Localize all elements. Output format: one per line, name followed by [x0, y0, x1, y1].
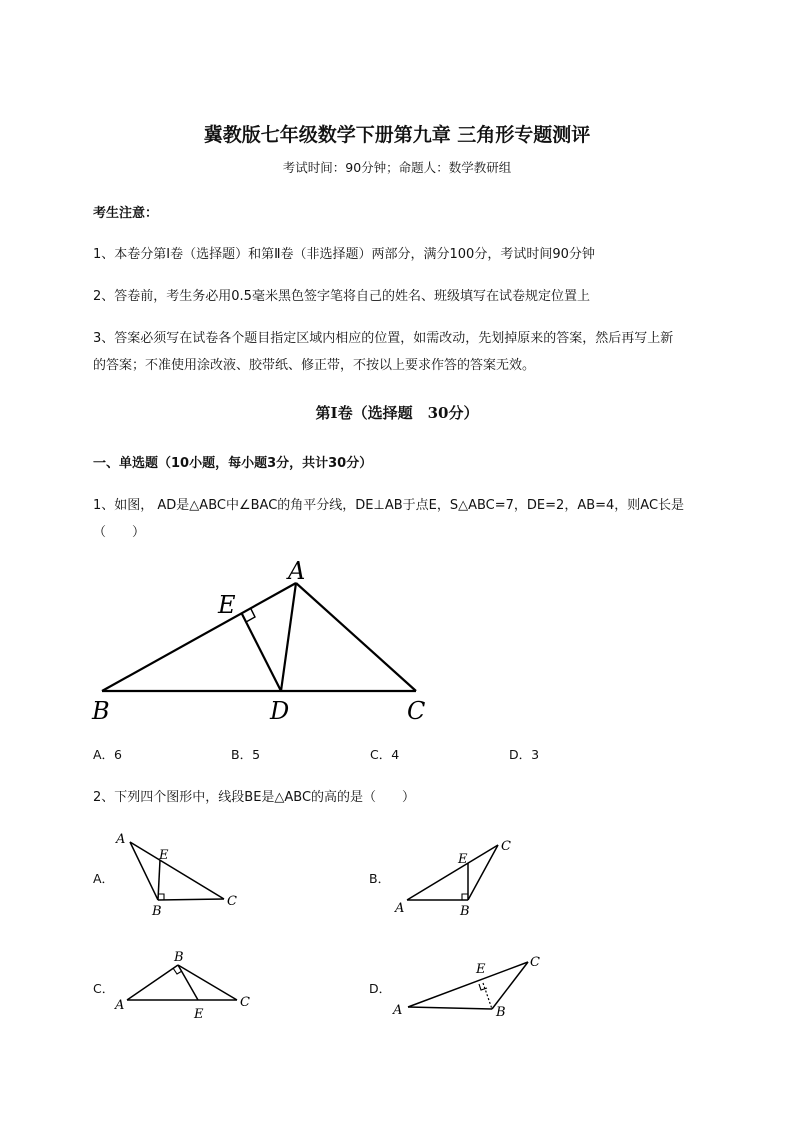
- label-a: A: [395, 901, 405, 916]
- label-a: A: [116, 832, 126, 847]
- q2-option-c-label: C．: [93, 981, 115, 996]
- label-a: A: [288, 557, 306, 585]
- segment-de: [242, 614, 281, 691]
- label-c: C: [407, 697, 426, 725]
- label-b: B: [152, 904, 162, 919]
- label-e: E: [476, 962, 486, 977]
- q1-option-b: B．5: [231, 747, 261, 762]
- segment-ad: [281, 583, 296, 691]
- q2-figure-b: [385, 830, 525, 925]
- label-c: C: [501, 839, 511, 854]
- notice-heading: 考生注意：: [93, 206, 159, 221]
- segment-ab: [102, 583, 296, 691]
- exam-subtitle: 考试时间：90分钟；命题人：数学教研组: [282, 160, 512, 175]
- label-e: E: [159, 848, 169, 863]
- question-1-blank: （ ）: [93, 525, 146, 540]
- q2-figure-a: [110, 825, 250, 920]
- notice-item-3-cont: 的答案；不准使用涂改液、胶带纸、修正带，不按以上要求作答的答案无效。: [93, 358, 536, 373]
- page-title: 冀教版七年级数学下册第九章 三角形专题测评: [203, 124, 591, 146]
- label-b: B: [174, 950, 184, 965]
- label-d: D: [270, 697, 290, 725]
- label-e: E: [218, 591, 236, 619]
- segment-ac: [296, 583, 416, 691]
- q1-option-d: D．3: [509, 747, 540, 762]
- label-c: C: [227, 894, 237, 909]
- notice-item-3: 3、答案必须写在试卷各个题目指定区域内相应的位置，如需改动，先划掉原来的答案，然后再写上新: [93, 331, 674, 346]
- label-c: C: [530, 955, 540, 970]
- label-b: B: [92, 697, 110, 725]
- label-e: E: [458, 852, 468, 867]
- section-title: 一、单选题（10小题，每小题3分，共计30分）: [93, 456, 373, 471]
- part1-title: 第I卷（选择题 30分）: [315, 404, 479, 422]
- label-a: A: [115, 998, 125, 1013]
- notice-item-2: 2、答卷前，考生务必用0.5毫米黑色签字笔将自己的姓名、班级填写在试卷规定位置上: [93, 289, 590, 304]
- label-b: B: [460, 904, 470, 919]
- q2-figure-c: [110, 945, 260, 1030]
- label-a: A: [393, 1003, 403, 1018]
- question-2-text: 2、下列四个图形中，线段BE是△ABC的高的是（ ）: [93, 790, 416, 805]
- q1-option-c: C．4: [370, 747, 400, 762]
- q2-option-a-label: A．: [93, 871, 115, 886]
- question-1-text: 1、如图， AD是△ABC中∠BAC的角平分线，DE⊥AB于点E，S△ABC=7，DE=2，AB=4，则AC长是: [93, 498, 685, 513]
- q2-figure-d: [385, 950, 545, 1025]
- question-1-figure: [80, 550, 460, 730]
- q2-option-b-label: B．: [369, 871, 391, 886]
- q2-option-d-label: D．: [369, 981, 392, 996]
- label-e: E: [194, 1007, 204, 1022]
- label-b: B: [496, 1005, 506, 1020]
- label-c: C: [240, 995, 250, 1010]
- q1-option-a: A．6: [93, 747, 123, 762]
- notice-item-1: 1、本卷分第I卷（选择题）和第Ⅱ卷（非选择题）两部分，满分100分，考试时间90分钟: [93, 247, 595, 262]
